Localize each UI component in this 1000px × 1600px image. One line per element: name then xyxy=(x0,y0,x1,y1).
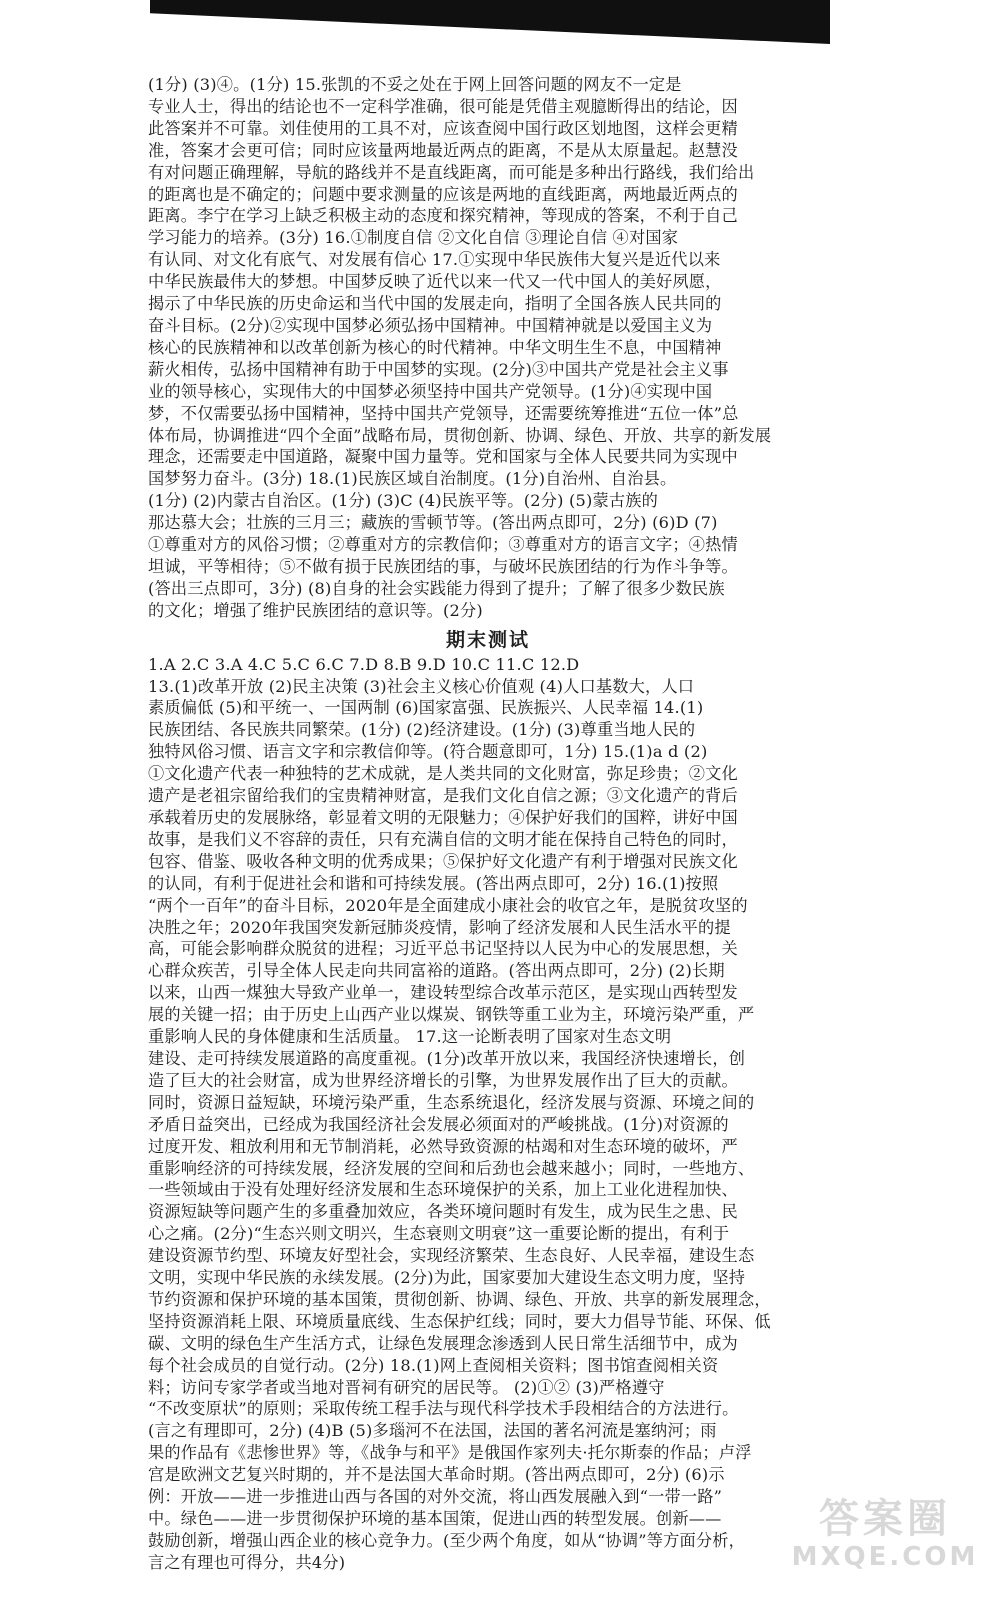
text-line: 碳、文明的绿色生产生活方式，让绿色发展理念渗透到人民日常生活细节中，成为 xyxy=(148,1333,738,1353)
text-line: 专业人士，得出的结论也不一定科学准确，很可能是凭借主观臆断得出的结论，因 xyxy=(148,96,738,116)
text-line: 高，可能会影响群众脱贫的进程；习近平总书记坚持以人民为中心的发展思想，关 xyxy=(148,939,738,959)
text-line: 中。绿色——进一步贯彻保护环境的基本国策，促进山西的转型发展。创新—— xyxy=(148,1509,722,1528)
text-line: 距离。李宁在学习上缺乏积极主动的态度和探究精神，等现成的答案，不利于自己 xyxy=(148,206,738,226)
text-line: 独特风俗习惯、语言文字和宗教信仰等。(符合题意即可，1分) 15.(1)a d (2) xyxy=(148,742,708,762)
text-line: 造了巨大的社会财富，成为世界经济增长的引擎，为世界发展作出了巨大的贡献。 xyxy=(148,1070,738,1090)
text-line: “两个一百年”的奋斗目标，2020年是全面建成小康社会的收官之年，是脱贫攻坚的 xyxy=(148,895,748,915)
text-line: 料；访问专家学者或当地对晋祠有研究的居民等。 (2)①② (3)严格遵守 xyxy=(148,1377,665,1397)
text-line: 梦，不仅需要弘扬中国精神，坚持中国共产党领导，还需要统筹推进“五位一体”总 xyxy=(148,403,739,423)
text-line: 1.A 2.C 3.A 4.C 5.C 6.C 7.D 8.B 9.D 10.C 11.C 12.D xyxy=(148,654,580,674)
text-line: 心之痛。(2分)“生态兴则文明兴，生态衰则文明衰”这一重要论断的提出，有利于 xyxy=(148,1224,730,1244)
text-line: 一些领域由于没有处理好经济发展和生态环境保护的关系，加上工业化进程加快、 xyxy=(148,1180,738,1200)
watermark-sub-text: MXQE.COM xyxy=(791,1542,979,1572)
text-line: 坚持资源消耗上限、环境质量底线、生态保护红线；同时，要大力倡导节能、环保、低 xyxy=(148,1311,771,1331)
text-line: 展的关键一招；由于历史上山西产业以煤炭、钢铁等重工业为主，环境污染严重，严 xyxy=(148,1005,755,1025)
text-line: 建设资源节约型、环境友好型社会，实现经济繁荣、生态良好、人民幸福，建设生态 xyxy=(148,1246,755,1266)
text-line: 民族团结、各民族共同繁荣。(1分) (2)经济建设。(1分) (3)尊重当地人民的 xyxy=(148,720,696,740)
text-line: 中华民族最伟大的梦想。中国梦反映了近代以来一代又一代中国人的美好夙愿， xyxy=(148,272,722,292)
text-line: 决胜之年；2020年我国突发新冠肺炎疫情，影响了经济发展和人民生活水平的提 xyxy=(148,917,731,937)
text-line: ①尊重对方的风俗习惯；②尊重对方的宗教信仰；③尊重对方的语言文字；④热情 xyxy=(148,535,738,555)
text-line: 文明，实现中华民族的永续发展。(2分)为此，国家要加大建设生态文明力度，坚持 xyxy=(148,1268,746,1288)
text-line: 的距离也是不确定的；问题中要求测量的应该是两地的直线距离，两地最近两点的 xyxy=(148,184,738,204)
text-line: 重影响经济的可持续发展，经济发展的空间和后劲也会越来越小；同时，一些地方、 xyxy=(148,1158,755,1178)
text-line: 心群众疾苦，引导全体人民走向共同富裕的道路。(答出两点即可，2分) (2)长期 xyxy=(148,961,725,981)
text-line: 故事，是我们义不容辞的责任，只有充满自信的文明才能在保持自己特色的同时， xyxy=(148,829,738,849)
text-line: 以来，山西一煤独大导致产业单一，建设转型综合改革示范区，是实现山西转型发 xyxy=(148,983,738,1003)
text-line: 重影响人民的身体健康和生活质量。 17.这一论断表明了国家对生态文明 xyxy=(148,1027,672,1047)
text-line: 果的作品有《悲惨世界》等，《战争与和平》是俄国作家列夫·托尔斯泰的作品；卢浮 xyxy=(148,1443,752,1463)
answer-section-unit xyxy=(148,74,828,622)
answer-section-final-exam xyxy=(148,654,828,1574)
text-line: 核心的民族精神和以改革创新为核心的时代精神。中华文明生生不息，中国精神 xyxy=(148,337,722,357)
text-line: 建设、走可持续发展道路的高度重视。(1分)改革开放以来，我国经济快速增长，创 xyxy=(148,1048,746,1068)
text-line: (答出三点即可，3分) (8)自身的社会实践能力得到了提升；了解了很多少数民族 xyxy=(148,578,725,598)
text-line: 矛盾日益突出，已经成为我国经济社会发展必须面对的严峻挑战。(1分)对资源的 xyxy=(148,1114,729,1134)
answer-page xyxy=(148,74,828,1574)
text-line: 国梦努力奋斗。(3分) 18.(1)民族区域自治制度。(1分)自治州、自治县。 xyxy=(148,469,677,489)
text-line: 学习能力的培养。(3分) 16.①制度自信 ②文化自信 ③理论自信 ④对国家 xyxy=(148,228,679,248)
text-line: 资源短缺等问题产生的多重叠加效应，各类环境问题时有发生，成为民生之患、民 xyxy=(148,1202,738,1222)
text-line: 的认同，有利于促进社会和谐和可持续发展。(答出两点即可，2分) 16.(1)按照 xyxy=(148,873,719,893)
text-line: 那达慕大会；壮族的三月三；藏族的雪顿节等。(答出两点即可，2分) (6)D (7) xyxy=(148,513,718,533)
text-line: 奋斗目标。(2分)②实现中国梦必须弘扬中国精神。中国精神就是以爱国主义为 xyxy=(148,315,713,335)
text-line: 言之有理也可得分，共4分) xyxy=(148,1552,346,1572)
text-line: 准，答案才会更可信；同时应该量两地最近两点的距离，不是从太原量起。赵慧没 xyxy=(148,140,738,160)
text-line: 坦诚，平等相待；⑤不做有损于民族团结的事，与破坏民族团结的行为作斗争等。 xyxy=(148,556,738,576)
text-line: 承载着历史的发展脉络，彰显着文明的无限魅力；④保护好我们的国粹，讲好中国 xyxy=(148,808,738,827)
section-title-final-exam: 期末测试 xyxy=(445,628,530,651)
watermark-main-text: 答案圈 xyxy=(819,1496,951,1542)
text-line: 业的领导核心，实现伟大的中国梦必须坚持中国共产党领导。(1分)④实现中国 xyxy=(148,381,713,401)
text-line: 节约资源和保护环境的基本国策，贯彻创新、协调、绿色、开放、共享的新发展理念， xyxy=(148,1289,771,1309)
text-line: 遗产是老祖宗留给我们的宝贵精神财富，是我们文化自信之源；③文化遗产的背后 xyxy=(148,786,738,806)
text-line: 有认同、对文化有底气、对发展有信心 17.①实现中华民族伟大复兴是近代以来 xyxy=(148,250,721,270)
text-line: (1分) (3)④。(1分) 15.张凯的不妥之处在于网上回答问题的网友不一定是 xyxy=(148,75,682,94)
text-line: (言之有理即可，2分) (4)B (5)多瑙河不在法国，法国的著名河流是塞纳河；雨 xyxy=(148,1421,717,1441)
text-line: “不改变原状”的原则；采取传统工程手法与现代科学技术手段相结合的方法进行。 xyxy=(148,1399,739,1419)
text-line: (1分) (2)内蒙古自治区。(1分) (3)C (4)民族平等。(2分) (5)蒙古族的 xyxy=(148,491,659,511)
text-line: 素质偏低 (5)和平统一、一国两制 (6)国家富强、民族振兴、人民幸福 14.(1) xyxy=(148,698,704,718)
text-line: 宫是欧洲文艺复兴时期的，并不是法国大革命时期。(答出两点即可，2分) (6)示 xyxy=(148,1465,725,1485)
text-line: 理念，还需要走中国道路，凝聚中国力量等。党和国家与全体人民要共同为实现中 xyxy=(148,447,738,467)
text-line: 体布局，协调推进“四个全面”战略布局，贯彻创新、协调、绿色、开放、共享的新发展 xyxy=(148,425,772,445)
text-line: 同时，资源日益短缺，环境污染严重，生态系统退化，经济发展与资源、环境之间的 xyxy=(148,1092,755,1112)
text-line: 过度开发、粗放利用和无节制消耗，必然导致资源的枯竭和对生态环境的破坏，严 xyxy=(148,1136,738,1156)
text-line: 包容、借鉴、吸收各种文明的优秀成果；⑤保护好文化遗产有利于增强对民族文化 xyxy=(148,851,738,871)
text-line: 薪火相传，弘扬中国精神有助于中国梦的实现。(2分)③中国共产党是社会主义事 xyxy=(148,359,729,379)
text-line: 13.(1)改革开放 (2)民主决策 (3)社会主义核心价值观 (4)人口基数大，人口 xyxy=(148,676,695,696)
text-line: 的文化；增强了维护民族团结的意识等。(2分) xyxy=(148,600,483,620)
watermark-logo xyxy=(790,1496,980,1586)
text-line: ①文化遗产代表一种独特的艺术成就，是人类共同的文化财富，弥足珍贵；②文化 xyxy=(148,764,738,784)
text-line: 每个社会成员的自觉行动。(2分) 18.(1)网上查阅相关资料；图书馆查阅相关资 xyxy=(148,1355,719,1375)
text-line: 此答案并不可靠。刘佳使用的工具不对，应该查阅中国行政区划地图，这样会更精 xyxy=(148,118,738,138)
text-line: 例：开放——进一步推进山西与各国的对外交流，将山西发展融入到“一带一路” xyxy=(148,1487,723,1507)
text-line: 揭示了中华民族的历史命运和当代中国的发展走向，指明了全国各族人民共同的 xyxy=(148,294,722,314)
text-line: 有对问题正确理解，导航的路线并不是直线距离，而可能是多种出行路线，我们给出 xyxy=(148,162,755,182)
text-line: 鼓励创新，增强山西企业的核心竞争力。(至少两个角度，如从“协调”等方面分析， xyxy=(148,1530,746,1550)
page-top-shadow xyxy=(150,0,830,44)
